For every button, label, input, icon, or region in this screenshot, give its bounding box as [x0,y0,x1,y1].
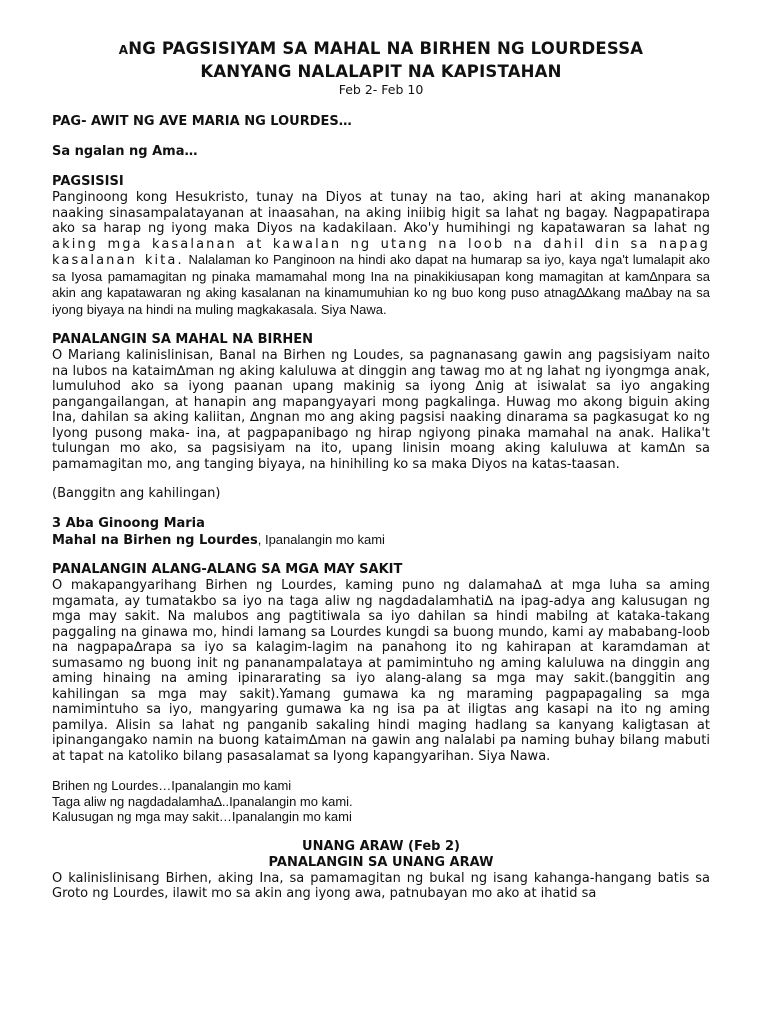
pagsisisi-part-3: Nalalaman ko Panginoon na hindi ako dapat na humarap sa iyo, kaya nga't lumalapit ako sa Iyosa pamamagitan ng pinaka mamamahal mong Ina na pinakikiusapan kong mamagitan at kam∆npara sa akin ang kapatawaran ng aking kasalanan na kinamumuhian ko ng buo kong puso atnag∆∆kang ma∆bay na sa iyong biyaya na hindi na muling magkakasala. Siya Nawa. [52,252,710,317]
title-line-2: KANYANG NALALAPIT NA KAPISTAHAN [200,62,562,81]
pagsisisi-text [52,190,710,318]
aba-ginoong-maria-label: 3 Aba Ginoong Maria [52,515,205,531]
unang-araw-text: O kalinislinisang Birhen, aking Ina, sa pamamagitan ng bukal ng isang kahanga-hangang batis sa Groto ng Lourdes, ilawit mo sa akin ang iyong awa, patnubayan mo ako at ihatid sa [52,870,710,901]
panalangin-birhen-text: O Mariang kalinislinisan, Banal na Birhen ng Loudes, sa pagnanasang gawin ang pagsisiyam naito na lubos na kataim∆man ng aking kaluluwa at dinggin ang tawag mo at ng lahat ng iyongmga anak, lumuluhod ako sa iyong paanan upang makinig sa iyong ∆nig at isiwalat sa iyo angaking pangangailangan, at hanapin ang mapangyayari mong pagkalinga. Huwag mo akong biguin aking Ina, dahilan sa aking kaliitan, ∆ngnan mo ang aking pagsisi naaking dinarama sa pagkasugat ko ng Iyong pusong maka- ina, at pagpapanibago ng hirap ngiyong pinaka mamahal na anak. Halika't tulungan mo ako, sa pagsisiyam na ito, upang linisin moang aking kaluluwa at kam∆n sa pamamagitan mo, ang tanging biyaya, na hinihiling ko sa maka Diyos na katas-taasan. [52,348,710,472]
pagsisisi-heading: PAGSISISI [52,174,124,189]
unang-araw-subheading: PANALANGIN SA UNANG ARAW [268,854,494,870]
banggitin-note: (Banggitn ang kahilingan) [52,486,221,501]
novena-dates: Feb 2- Feb 10 [338,82,424,97]
pagsisisi-part-2: aking mga kasalanan at kawalan ng utang na loob na dahil din sa napag kasalanan kita. [52,236,710,268]
title-line-1: ANG PAGSISIYAM SA MAHAL NA BIRHEN NG LOURDESSA [118,39,644,58]
pagsisisi-part-1: Panginoong kong Hesukristo, tunay na Diyos at tunay na tao, aking hari at aking mananakop naaking sinasampalatayanan at inaasahan, na aking iniibig higit sa lahat ng bagay. Nagpapatirapa ako sa harap ng iyong maka Diyos na kadakilaan. Ako'y humihingi ng kapatawaran sa lahat ng [52,190,710,236]
litany-item: Taga aliw ng nagdadalamha∆..Ipanalangin mo kami. [52,793,353,809]
panalangin-maysakit-text: O makapangyarihang Birhen ng Lourdes, kaming puno ng dalamaha∆ at mga luha sa aming mgamata, ay tumatakbo sa iyo na taga aliw ng nagdadalamhati∆ na ipag-adya ang kalusugan ng mga may sakit. Na malubos ang pagtitiwala sa iyo dahilan sa hindi mabilng at kataka-takang paggaling na ginawa mo, hindi lamang sa Lourdes kungdi sa buong mundo, kami ay mababang-loob na nagpapa∆rapa sa iyo sa kalagim-lagim na panahong ito ng kahirapan at karamdaman at sumasamo ng buong init ng pananampalataya at pamimintuho ng aming kaluluwa na dinggin ang aming hinaing na aming ipinararating sa iyo alang-alang sa mga may sakit.(banggitin ang kahilingan sa mga may sakit).Yamang gumawa ka ng maraming pagpapagaling sa mga namimintuho sa iyo, mangyaring gumawa ka ng isa pa at iligtas ang kasapi na ito ng aming pamilya. Alisin sa lahat ng panganib sakaling hindi maging hadlang sa kanyang kaligtasan at ipinangangako namin na buong kataim∆man na gawin ang nalalabi pa naming buhay bilang mabuti at tapat na katoliko bilang pasasalamat sa Iyong kapangyarihan. Siya Nawa. [52,578,710,764]
litany-item: Kalusugan ng mga may sakit…Ipanalangin mo kami [52,809,352,824]
panalangin-maysakit-heading: PANALANGIN ALANG-ALANG SA MGA MAY SAKIT [52,562,403,577]
document-page [52,38,710,902]
ave-maria-song-label: PAG- AWIT NG AVE MARIA NG LOURDES… [52,114,352,129]
litany-list [52,778,710,825]
sign-of-cross-label: Sa ngalan ng Ama… [52,144,198,159]
aba-response-line: Mahal na Birhen ng Lourdes, Ipanalangin mo kami [52,531,385,548]
unang-araw-heading: UNANG ARAW (Feb 2) [302,838,460,854]
litany-item: Brihen ng Lourdes…Ipanalangin mo kami [52,778,292,793]
panalangin-birhen-heading: PANALANGIN SA MAHAL NA BIRHEN [52,332,314,347]
document-title [52,38,710,82]
